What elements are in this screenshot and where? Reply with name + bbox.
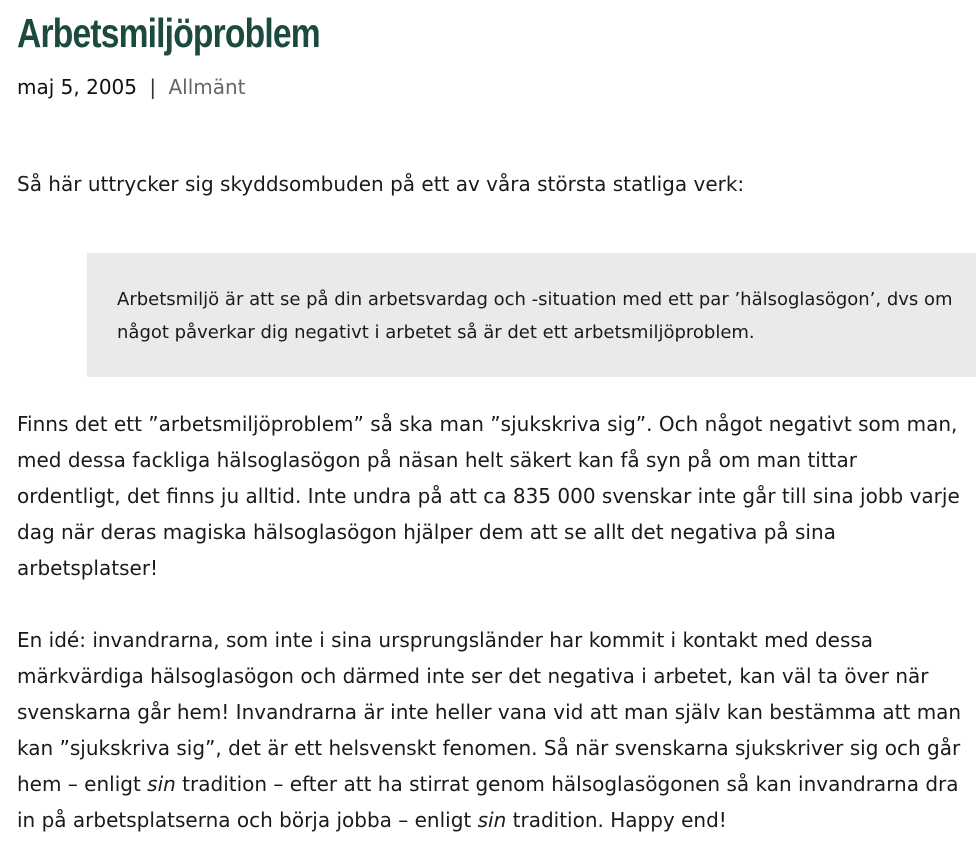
emphasis-sin-2: sin — [477, 808, 507, 832]
intro-paragraph: Så här uttrycker sig skyddsombuden på ett av våra största statliga verk: — [17, 172, 745, 196]
paragraph-2 — [17, 622, 963, 838]
meta-separator: | — [149, 75, 157, 99]
paragraph-2-text-2: tradition – efter att ha stirrat genom hälsoglasögonen så kan invandrarna dra in på arbetsplatserna och börja jobba – enligt — [17, 772, 959, 832]
post-title: Arbetsmiljöproblem — [17, 10, 320, 56]
quote-text: Arbetsmiljö är att se på din arbetsvardag och -situation med ett par ’hälsoglasögon’, dvs om något påverkar dig negativt i arbetet så är det ett arbetsmiljöproblem. — [117, 289, 953, 343]
post-meta — [17, 72, 246, 102]
blockquote — [87, 253, 976, 377]
category-link[interactable]: Allmänt — [168, 75, 246, 99]
paragraph-1: Finns det ett ”arbetsmiljöproblem” så ska man ”sjukskriva sig”. Och något negativt som man, med dessa fackliga hälsoglasögon på näsan helt säkert kan få syn på om man tittar ordentligt, det finns ju alltid. Inte undra på att ca 835 000 svenskar inte går till sina jobb varje dag när deras magiska hälsoglasögon hjälper dem att se allt det negativa på sina arbetsplatser! — [17, 412, 960, 580]
post-date: maj 5, 2005 — [17, 75, 137, 99]
paragraph-2-text-3: tradition. Happy end! — [506, 808, 727, 832]
emphasis-sin-1: sin — [147, 772, 176, 796]
paragraph-2-text-1: En idé: invandrarna, som inte i sina ursprungsländer har kommit i kontakt med dessa märkvärdiga hälsoglasögon och därmed inte ser det negativa i arbetet, kan väl ta över när svenskarna går hem! Invandrarna är inte heller vana vid att man själv kan bestämma att man kan ”sjukskriva sig”, det är ett helsvenskt fenomen. Så när svenskarna sjukskriver sig och går hem – enligt — [17, 628, 962, 796]
